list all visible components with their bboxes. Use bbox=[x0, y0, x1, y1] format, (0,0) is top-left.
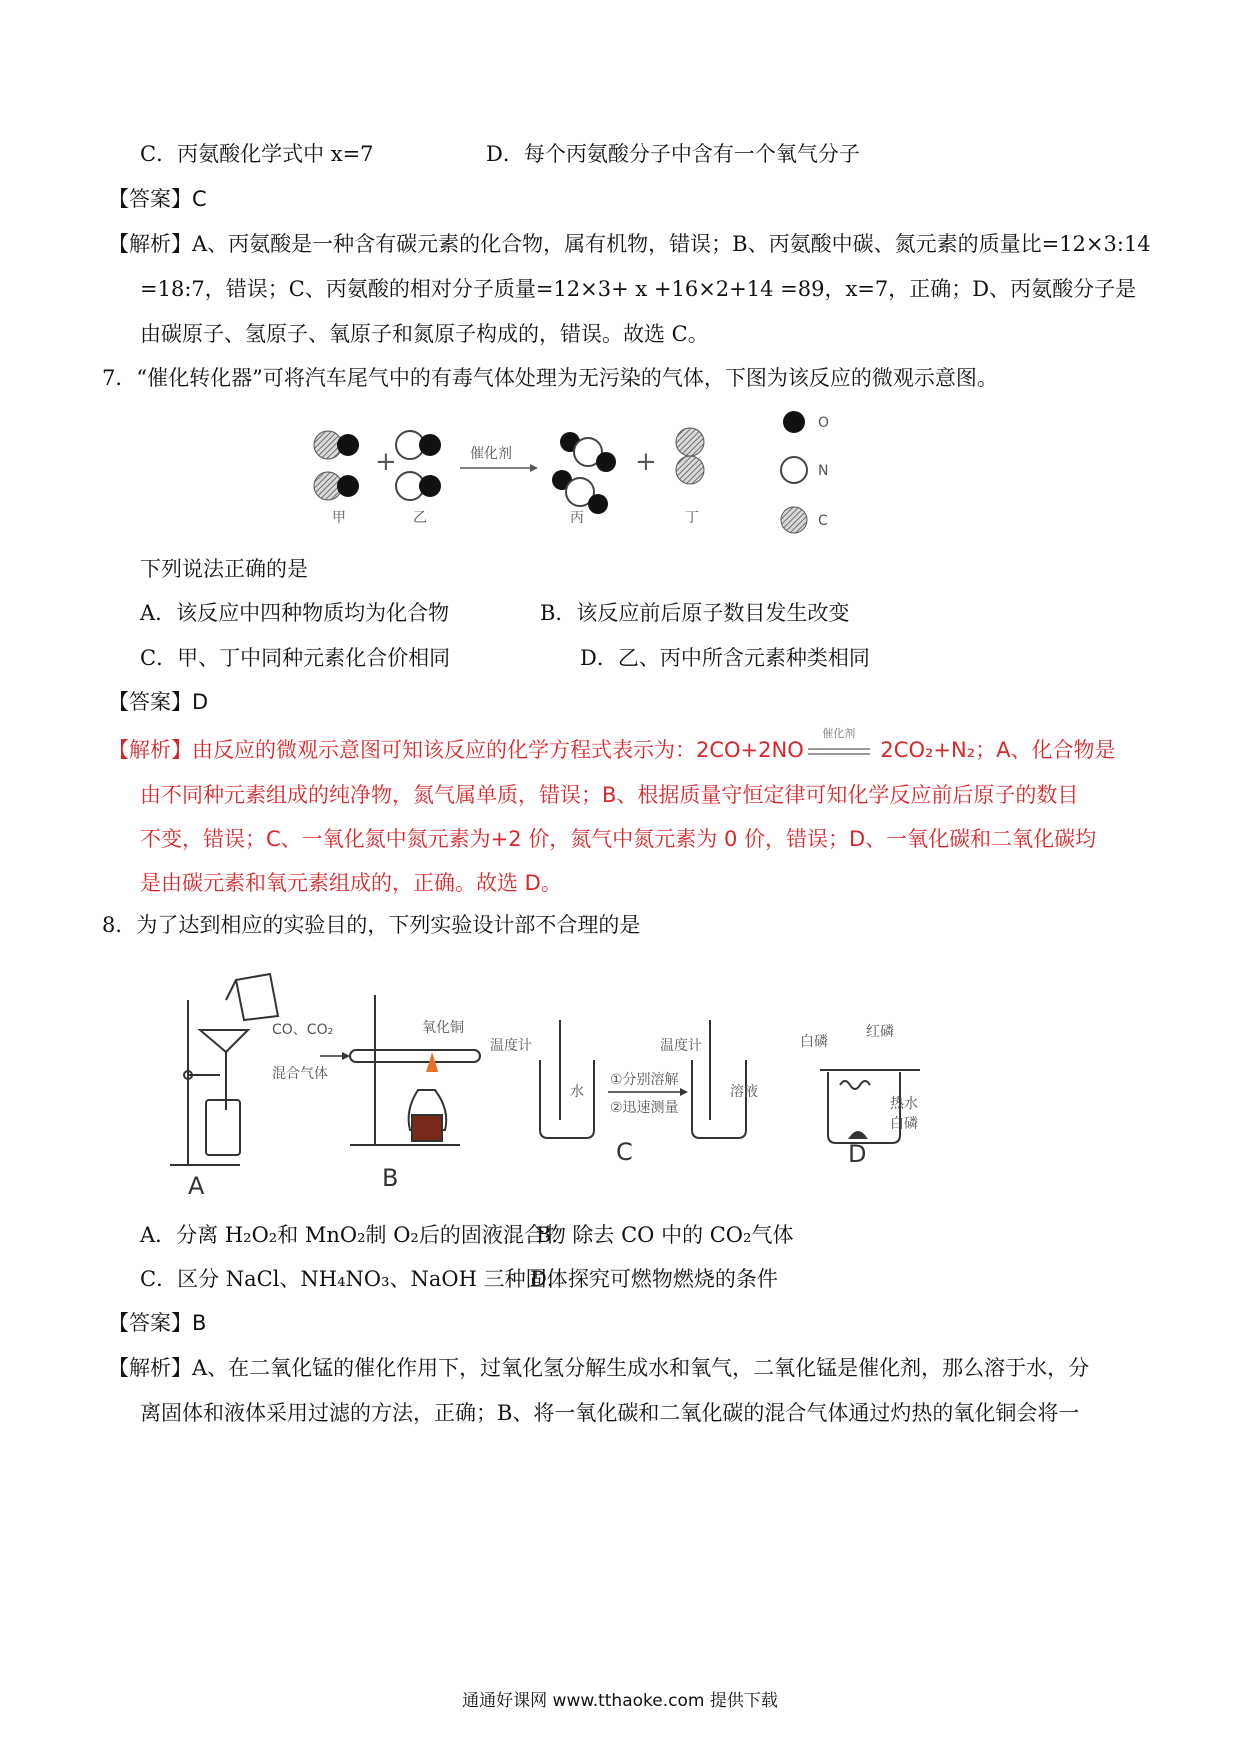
q8-answer: 【答案】B bbox=[108, 1311, 207, 1335]
catalyst-label: 催化剂 bbox=[470, 446, 512, 462]
q7-analysis-line1 bbox=[108, 727, 1116, 765]
panel-c-solution: 溶液 bbox=[730, 1084, 758, 1100]
plus-sign-2: + bbox=[635, 447, 657, 477]
reactant-yi-molecules bbox=[396, 431, 441, 500]
panel-c-thermometer-1: 温度计 bbox=[490, 1038, 532, 1054]
q8-option-c: C．区分 NaCl、NH₄NO₃、NaOH 三种固体 bbox=[140, 1267, 568, 1291]
q7-analysis-line1-part2: 2CO₂+N₂；A、化合物是 bbox=[873, 738, 1116, 762]
panel-d-red-phosphorus: 红磷 bbox=[866, 1024, 894, 1040]
product-ding-molecule bbox=[676, 428, 704, 484]
q8-experiment-figure bbox=[160, 960, 980, 1200]
panel-b-copper-oxide: 氧化铜 bbox=[422, 1020, 464, 1036]
q7-option-b: B．该反应前后原子数目发生改变 bbox=[540, 601, 850, 625]
q7-prompt: 下列说法正确的是 bbox=[140, 557, 308, 581]
panel-c-thermometer-2: 温度计 bbox=[660, 1038, 702, 1054]
equation-arrow bbox=[804, 727, 874, 765]
panel-d-white-phosphorus: 白磷 bbox=[800, 1034, 828, 1050]
panel-b-mixture: 混合气体 bbox=[272, 1066, 328, 1082]
panel-a-label: A bbox=[188, 1172, 205, 1200]
q7-analysis-line4: 是由碳元素和氧元素组成的，正确。故选 D。 bbox=[140, 871, 562, 895]
svg-text:O: O bbox=[818, 415, 830, 431]
label-jia: 甲 bbox=[332, 510, 346, 526]
q7-reaction-diagram bbox=[300, 400, 860, 550]
equation-condition: 催化剂 bbox=[822, 727, 856, 740]
plus-sign-1: + bbox=[375, 447, 397, 477]
q6-analysis-line2: =18:7，错误；C、丙氨酸的相对分子质量=12×3+ x +16×2+14 =89，x=7，正确；D、丙氨酸分子是 bbox=[140, 277, 1137, 301]
q7-option-d: D．乙、丙中所含元素种类相同 bbox=[580, 646, 870, 670]
panel-b-apparatus bbox=[350, 995, 480, 1145]
q8-option-b: B．除去 CO 中的 CO₂气体 bbox=[536, 1223, 794, 1247]
q8-stem: 8．为了达到相应的实验目的，下列实验设计部不合理的是 bbox=[102, 913, 641, 937]
q7-analysis-line3: 不变，错误；C、一氧化氮中氮元素为+2 价，氮气中氮元素为 0 价，错误；D、一氧化碳和二氧化碳均 bbox=[140, 827, 1097, 851]
q6-analysis-line1: 【解析】A、丙氨酸是一种含有碳元素的化合物，属有机物，错误；B、丙氨酸中碳、氮元素的质量比=12×3:14 bbox=[108, 232, 1151, 256]
q6-analysis-line3: 由碳原子、氢原子、氧原子和氮原子构成的，错误。故选 C。 bbox=[140, 322, 709, 346]
panel-c-water: 水 bbox=[570, 1084, 584, 1100]
panel-d-label: D bbox=[848, 1140, 867, 1168]
page-footer: 通通好课网 www.tthaoke.com 提供下载 bbox=[462, 1691, 778, 1711]
q7-analysis-line1-part1: 【解析】由反应的微观示意图可知该反应的化学方程式表示为：2CO+2NO bbox=[108, 738, 804, 762]
svg-text:C: C bbox=[818, 513, 828, 529]
panel-c-beaker-1 bbox=[540, 1020, 594, 1138]
q7-analysis-line2: 由不同种元素组成的纯净物，氮气属单质，错误；B、根据质量守恒定律可知化学反应前后原子的数目 bbox=[140, 783, 1079, 807]
atom-legend bbox=[781, 411, 829, 533]
q8-analysis-line1: 【解析】A、在二氧化锰的催化作用下，过氧化氢分解生成水和氧气，二氧化锰是催化剂，那么溶于水，分 bbox=[108, 1356, 1090, 1380]
q8-option-d: D．探究可燃物燃烧的条件 bbox=[530, 1267, 778, 1291]
reactant-jia-molecules bbox=[314, 431, 359, 500]
q7-answer: 【答案】D bbox=[108, 690, 209, 714]
label-bing: 丙 bbox=[570, 510, 584, 526]
panel-c-label: C bbox=[616, 1138, 633, 1166]
panel-a-filtration bbox=[170, 974, 278, 1165]
q7-option-c: C．甲、丁中同种元素化合价相同 bbox=[140, 646, 451, 670]
product-bing-molecules bbox=[552, 432, 616, 514]
panel-d-hot-water: 热水 bbox=[890, 1096, 918, 1112]
panel-c-step2: ②迅速测量 bbox=[610, 1100, 679, 1116]
label-yi: 乙 bbox=[413, 510, 427, 526]
panel-c-step1: ①分别溶解 bbox=[610, 1072, 679, 1088]
panel-d-white-phosphorus-2: 白磷 bbox=[890, 1116, 918, 1132]
q8-analysis-line2: 离固体和液体采用过滤的方法，正确；B、将一氧化碳和二氧化碳的混合气体通过灼热的氧化铜会将一 bbox=[140, 1401, 1080, 1425]
svg-text:N: N bbox=[818, 463, 829, 479]
panel-b-gas: CO、CO₂ bbox=[272, 1022, 334, 1038]
panel-b-label: B bbox=[382, 1164, 399, 1192]
q7-option-a: A．该反应中四种物质均为化合物 bbox=[140, 601, 450, 625]
label-ding: 丁 bbox=[685, 510, 699, 526]
q7-stem: 7．“催化转化器”可将汽车尾气中的有毒气体处理为无污染的气体，下图为该反应的微观示意图。 bbox=[102, 366, 998, 390]
q6-option-c: C．丙氨酸化学式中 x=7 bbox=[140, 142, 374, 166]
q6-option-d: D．每个丙氨酸分子中含有一个氧气分子 bbox=[486, 142, 860, 166]
q8-option-a: A．分离 H₂O₂和 MnO₂制 O₂后的固液混合物 bbox=[140, 1223, 566, 1247]
q6-answer: 【答案】C bbox=[108, 187, 207, 211]
